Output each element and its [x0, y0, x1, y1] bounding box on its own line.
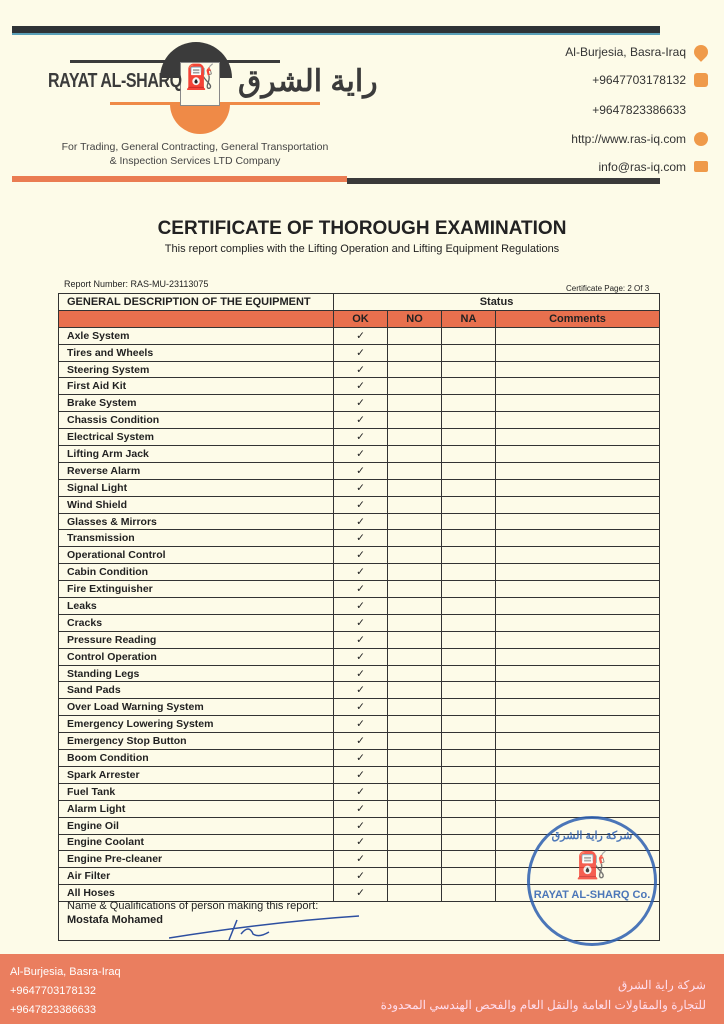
comments-cell — [496, 462, 660, 479]
na-cell — [442, 581, 496, 598]
item-name: Fuel Tank — [59, 783, 334, 800]
ok-check: ✓ — [334, 547, 388, 564]
ok-check: ✓ — [334, 733, 388, 750]
tagline-line: For Trading, General Contracting, General Transportation — [61, 141, 329, 153]
ok-check: ✓ — [334, 699, 388, 716]
no-cell — [388, 530, 442, 547]
header-address: Al-Burjesia, Basra-Iraq — [565, 45, 686, 59]
ok-check: ✓ — [334, 800, 388, 817]
comments-cell — [496, 648, 660, 665]
no-cell — [388, 581, 442, 598]
desc-header: GENERAL DESCRIPTION OF THE EQUIPMENT — [59, 294, 334, 311]
table-row — [59, 733, 660, 750]
ok-check: ✓ — [334, 665, 388, 682]
table-row — [59, 446, 660, 463]
table-row — [59, 716, 660, 733]
ok-check: ✓ — [334, 868, 388, 885]
comments-cell — [496, 783, 660, 800]
na-cell — [442, 344, 496, 361]
no-cell — [388, 547, 442, 564]
na-cell — [442, 547, 496, 564]
item-name: Steering System — [59, 361, 334, 378]
na-cell — [442, 462, 496, 479]
na-cell — [442, 513, 496, 530]
item-name: Fire Extinguisher — [59, 581, 334, 598]
na-cell — [442, 648, 496, 665]
item-name: Cabin Condition — [59, 564, 334, 581]
signature-icon — [169, 912, 369, 942]
na-cell — [442, 800, 496, 817]
gear-icon — [170, 102, 230, 134]
na-cell — [442, 733, 496, 750]
company-stamp — [527, 816, 657, 946]
header-phone1: +9647703178132 — [592, 73, 686, 87]
no-cell — [388, 699, 442, 716]
header-top-accent — [12, 33, 660, 35]
na-cell — [442, 682, 496, 699]
no-cell — [388, 395, 442, 412]
footer-company-ar: شركة راية الشرق — [617, 978, 706, 992]
table-row — [59, 378, 660, 395]
no-cell — [388, 783, 442, 800]
header-divider-orange — [12, 176, 347, 182]
ok-check: ✓ — [334, 344, 388, 361]
comments-cell — [496, 631, 660, 648]
comments-cell — [496, 800, 660, 817]
item-name: Pressure Reading — [59, 631, 334, 648]
table-row — [59, 327, 660, 344]
table-row — [59, 479, 660, 496]
no-cell — [388, 682, 442, 699]
comments-cell — [496, 378, 660, 395]
item-name: Lifting Arm Jack — [59, 446, 334, 463]
table-row — [59, 766, 660, 783]
na-cell — [442, 783, 496, 800]
item-name: First Aid Kit — [59, 378, 334, 395]
table-row — [59, 665, 660, 682]
stamp-text-ar: شركة راية الشرق — [551, 830, 633, 842]
item-name: Cracks — [59, 614, 334, 631]
item-name: Engine Pre-cleaner — [59, 851, 334, 868]
comments-cell — [496, 682, 660, 699]
ok-check: ✓ — [334, 885, 388, 902]
ok-check: ✓ — [334, 513, 388, 530]
comments-cell — [496, 564, 660, 581]
na-cell — [442, 446, 496, 463]
ok-check: ✓ — [334, 412, 388, 429]
no-cell — [388, 462, 442, 479]
item-name: Operational Control — [59, 547, 334, 564]
ok-check: ✓ — [334, 429, 388, 446]
ok-check: ✓ — [334, 530, 388, 547]
comments-cell — [496, 750, 660, 767]
equipment-table — [58, 293, 660, 902]
footer-tagline-ar: للتجارة والمقاولات العامة والنقل العام والفحص الهندسي المحدودة — [380, 998, 706, 1012]
oil-rig-icon: ⛽ — [180, 62, 220, 106]
location-pin-icon — [691, 42, 711, 62]
header-email[interactable]: info@ras-iq.com — [598, 160, 686, 174]
ok-check: ✓ — [334, 462, 388, 479]
ok-check: ✓ — [334, 766, 388, 783]
no-cell — [388, 851, 442, 868]
ok-check: ✓ — [334, 378, 388, 395]
comments-cell — [496, 429, 660, 446]
comments-cell — [496, 412, 660, 429]
na-cell — [442, 868, 496, 885]
ok-check: ✓ — [334, 361, 388, 378]
comments-cell — [496, 344, 660, 361]
table-row — [59, 800, 660, 817]
na-cell — [442, 429, 496, 446]
table-row — [59, 395, 660, 412]
table-row — [59, 614, 660, 631]
item-name: Reverse Alarm — [59, 462, 334, 479]
logo-text-en: RAYAT AL-SHARQ — [48, 70, 182, 92]
item-name: Transmission — [59, 530, 334, 547]
no-cell — [388, 327, 442, 344]
header-website[interactable]: http://www.ras-iq.com — [571, 132, 686, 146]
table-row — [59, 564, 660, 581]
comments-cell — [496, 530, 660, 547]
na-cell — [442, 834, 496, 851]
header-top-bar — [12, 26, 660, 33]
comments-cell — [496, 547, 660, 564]
item-name: Axle System — [59, 327, 334, 344]
no-cell — [388, 868, 442, 885]
item-name: Leaks — [59, 598, 334, 615]
logo-text-ar: راية الشرق — [238, 65, 378, 98]
na-cell — [442, 817, 496, 834]
na-cell — [442, 479, 496, 496]
comments-cell — [496, 716, 660, 733]
na-cell — [442, 750, 496, 767]
no-cell — [388, 564, 442, 581]
item-name: Glasses & Mirrors — [59, 513, 334, 530]
comments-cell — [496, 361, 660, 378]
na-cell — [442, 614, 496, 631]
no-cell — [388, 750, 442, 767]
no-cell — [388, 429, 442, 446]
footer-address: Al-Burjesia, Basra-Iraq — [10, 966, 121, 978]
na-cell — [442, 412, 496, 429]
no-cell — [388, 496, 442, 513]
comments-cell — [496, 665, 660, 682]
no-cell — [388, 631, 442, 648]
table-row — [59, 631, 660, 648]
footer-phone2: +9647823386633 — [10, 1004, 96, 1016]
certificate-title: CERTIFICATE OF THOROUGH EXAMINATION — [157, 218, 567, 239]
no-cell — [388, 800, 442, 817]
ok-check: ✓ — [334, 631, 388, 648]
comments-cell — [496, 766, 660, 783]
no-cell — [388, 598, 442, 615]
na-cell — [442, 496, 496, 513]
table-row — [59, 598, 660, 615]
item-name: Air Filter — [59, 868, 334, 885]
ok-check: ✓ — [334, 598, 388, 615]
no-cell — [388, 834, 442, 851]
globe-icon — [694, 132, 708, 146]
no-cell — [388, 361, 442, 378]
comments-cell — [496, 479, 660, 496]
table-row — [59, 783, 660, 800]
table-row — [59, 344, 660, 361]
signature-label: Name & Qualifications of person making this report: — [67, 900, 319, 912]
na-cell — [442, 699, 496, 716]
ok-check: ✓ — [334, 817, 388, 834]
item-name: Sand Pads — [59, 682, 334, 699]
col-comments: Comments — [496, 310, 660, 327]
ok-check: ✓ — [334, 648, 388, 665]
table-row — [59, 750, 660, 767]
no-cell — [388, 817, 442, 834]
item-name: Chassis Condition — [59, 412, 334, 429]
comments-cell — [496, 496, 660, 513]
ok-check: ✓ — [334, 496, 388, 513]
comments-cell — [496, 327, 660, 344]
oil-rig-icon: ⛽ — [575, 850, 609, 880]
item-name: Control Operation — [59, 648, 334, 665]
no-cell — [388, 733, 442, 750]
no-cell — [388, 766, 442, 783]
comments-cell — [496, 446, 660, 463]
comments-cell — [496, 513, 660, 530]
certificate-subtitle: This report complies with the Lifting Operation and Lifting Equipment Regulations — [164, 243, 560, 255]
table-row — [59, 682, 660, 699]
na-cell — [442, 564, 496, 581]
item-name: All Hoses — [59, 885, 334, 902]
no-cell — [388, 648, 442, 665]
item-name: Tires and Wheels — [59, 344, 334, 361]
item-name: Emergency Lowering System — [59, 716, 334, 733]
comments-cell — [496, 733, 660, 750]
table-row — [59, 462, 660, 479]
table-row — [59, 547, 660, 564]
status-header: Status — [334, 294, 660, 311]
header-divider-dark — [347, 178, 660, 184]
ok-check: ✓ — [334, 750, 388, 767]
no-cell — [388, 665, 442, 682]
ok-check: ✓ — [334, 479, 388, 496]
na-cell — [442, 851, 496, 868]
table-row — [59, 412, 660, 429]
col-na: NA — [442, 310, 496, 327]
na-cell — [442, 361, 496, 378]
ok-check: ✓ — [334, 834, 388, 851]
header-phone2: +9647823386633 — [592, 103, 686, 117]
table-row — [59, 699, 660, 716]
comments-cell — [496, 395, 660, 412]
inspector-name: Mostafa Mohamed — [67, 914, 163, 926]
item-name: Over Load Warning System — [59, 699, 334, 716]
comments-cell — [496, 581, 660, 598]
col-ok: OK — [334, 310, 388, 327]
na-cell — [442, 395, 496, 412]
table-row — [59, 581, 660, 598]
ok-check: ✓ — [334, 581, 388, 598]
na-cell — [442, 327, 496, 344]
comments-cell — [496, 598, 660, 615]
na-cell — [442, 766, 496, 783]
item-name: Electrical System — [59, 429, 334, 446]
no-cell — [388, 446, 442, 463]
mail-icon — [694, 161, 708, 172]
company-tagline — [30, 140, 360, 168]
item-name: Spark Arrester — [59, 766, 334, 783]
ok-check: ✓ — [334, 327, 388, 344]
report-number: Report Number: RAS-MU-23113075 — [64, 279, 209, 289]
no-cell — [388, 378, 442, 395]
na-cell — [442, 631, 496, 648]
no-cell — [388, 344, 442, 361]
na-cell — [442, 378, 496, 395]
ok-check: ✓ — [334, 614, 388, 631]
item-name: Emergency Stop Button — [59, 733, 334, 750]
item-name: Signal Light — [59, 479, 334, 496]
no-cell — [388, 412, 442, 429]
na-cell — [442, 598, 496, 615]
stamp-text: RAYAT AL-SHARQ Co. — [533, 889, 651, 901]
phone-icon — [694, 73, 708, 87]
comments-cell — [496, 699, 660, 716]
comments-cell — [496, 614, 660, 631]
ok-check: ✓ — [334, 395, 388, 412]
item-name: Wind Shield — [59, 496, 334, 513]
na-cell — [442, 530, 496, 547]
item-name: Brake System — [59, 395, 334, 412]
table-row — [59, 530, 660, 547]
no-cell — [388, 479, 442, 496]
certificate-page: Certificate Page: 2 Of 3 — [566, 284, 650, 293]
table-row — [59, 496, 660, 513]
tagline-line: & Inspection Services LTD Company — [109, 155, 281, 167]
footer-phone1: +9647703178132 — [10, 985, 96, 997]
ok-check: ✓ — [334, 783, 388, 800]
na-cell — [442, 665, 496, 682]
no-cell — [388, 614, 442, 631]
ok-check: ✓ — [334, 446, 388, 463]
footer-bar — [0, 954, 724, 1024]
item-name: Engine Coolant — [59, 834, 334, 851]
col-no: NO — [388, 310, 442, 327]
no-cell — [388, 716, 442, 733]
item-name: Alarm Light — [59, 800, 334, 817]
na-cell — [442, 716, 496, 733]
ok-check: ✓ — [334, 682, 388, 699]
ok-check: ✓ — [334, 851, 388, 868]
item-name: Standing Legs — [59, 665, 334, 682]
table-row — [59, 513, 660, 530]
ok-check: ✓ — [334, 716, 388, 733]
table-row — [59, 648, 660, 665]
item-name: Engine Oil — [59, 817, 334, 834]
no-cell — [388, 513, 442, 530]
table-row — [59, 429, 660, 446]
table-row — [59, 361, 660, 378]
item-name: Boom Condition — [59, 750, 334, 767]
ok-check: ✓ — [334, 564, 388, 581]
